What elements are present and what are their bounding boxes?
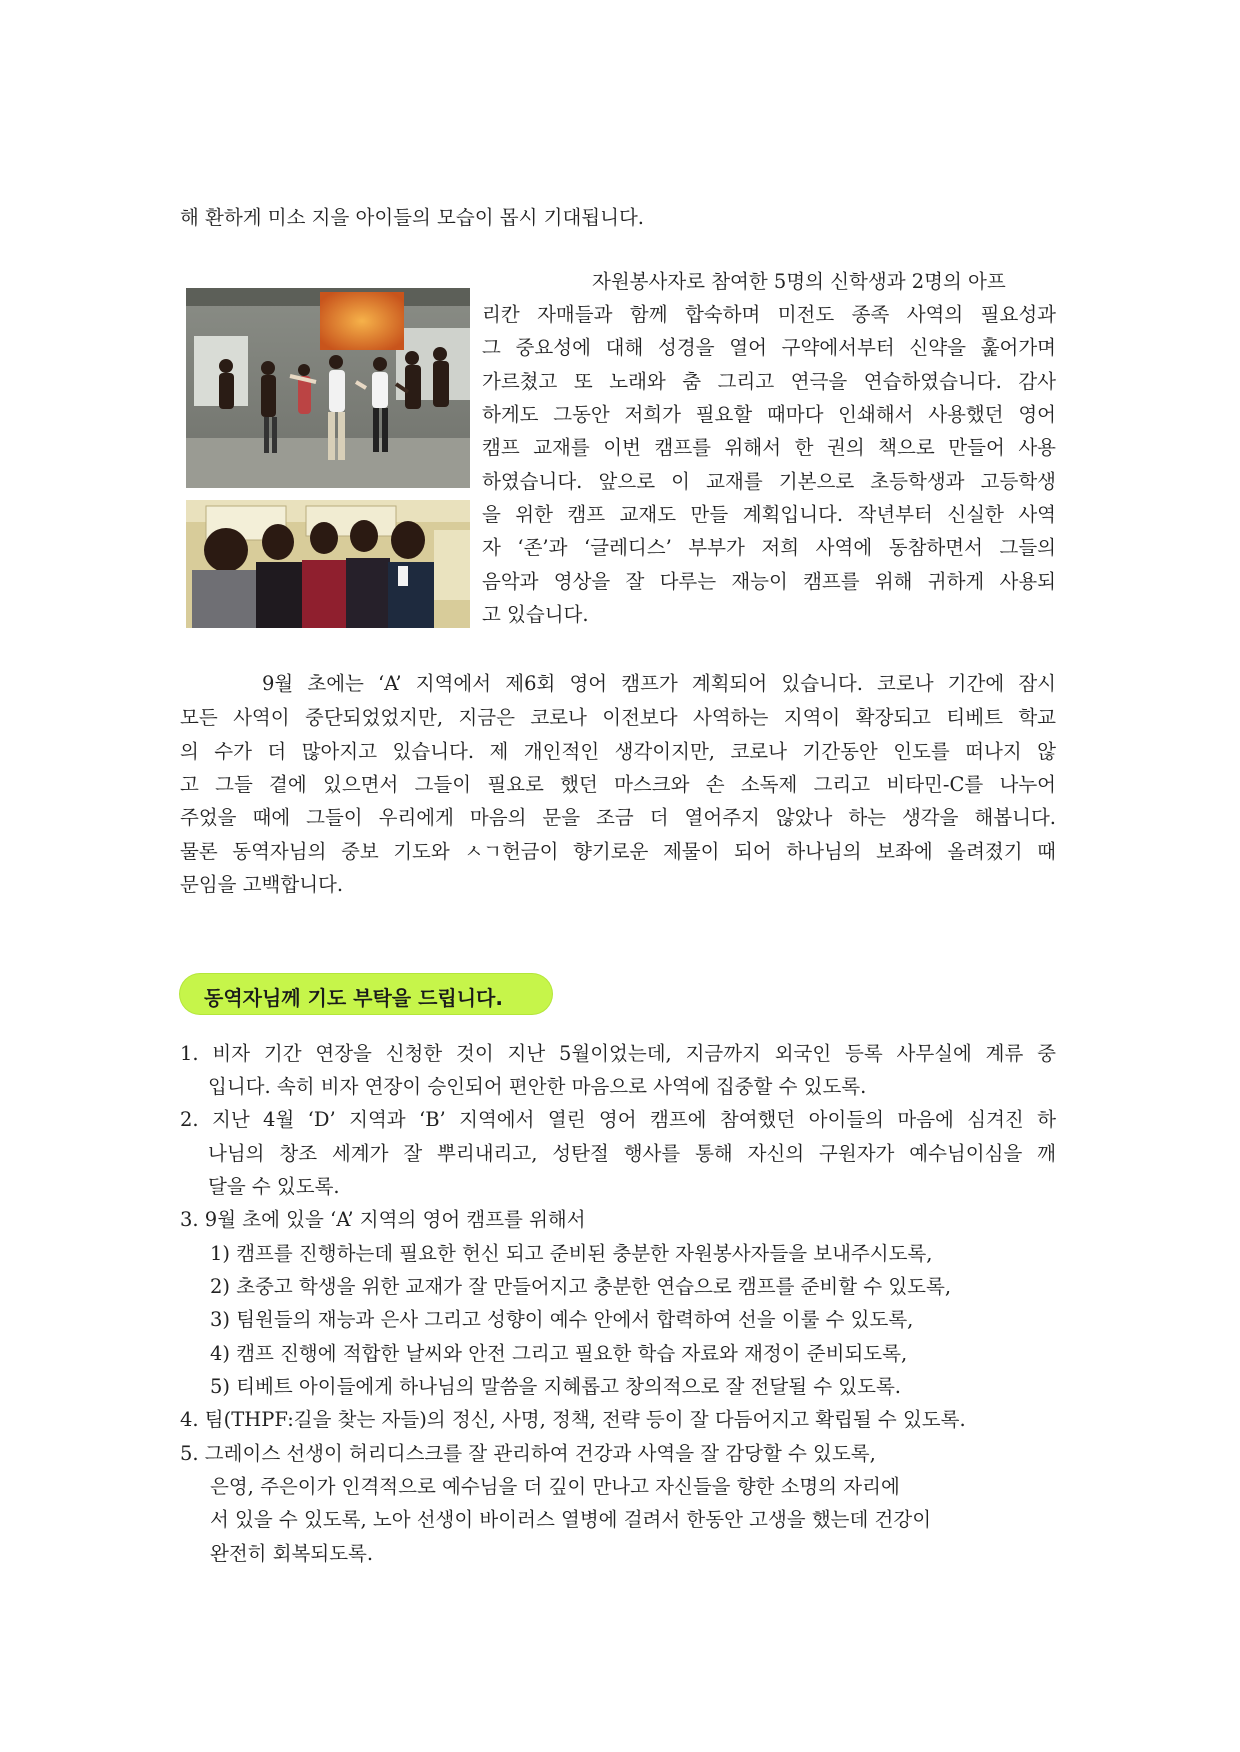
para1-line: 하게도 그동안 저희가 필요할 때마다 인쇄해서 사용했던 영어: [482, 403, 1056, 426]
photo-dance-practice: [186, 288, 470, 488]
prayer-item: 1. 비자 기간 연장을 신청한 것이 지난 5월이었는데, 지금까지 외국인 등록 사무실에 계류 중: [180, 1042, 1056, 1065]
prayer-subitem: 5) 티베트 아이들에게 하나님의 말씀을 지혜롭고 창의적으로 잘 전달될 수 있도록.: [210, 1375, 901, 1398]
prayer-item-cont: 은영, 주은이가 인격적으로 예수님을 더 깊이 만나고 자신들을 향한 소명의 자리에: [210, 1475, 900, 1498]
para1-line: 고 있습니다.: [482, 603, 589, 626]
para2-line: 모든 사역이 중단되었었지만, 지금은 코로나 이전보다 사역하는 지역이 확장되고 티베트 학교: [180, 706, 1056, 729]
prayer-item: 5. 그레이스 선생이 허리디스크를 잘 관리하여 건강과 사역을 잘 감당할 수 있도록,: [180, 1442, 876, 1465]
para1-line: 그 중요성에 대해 성경을 열어 구약에서부터 신약을 훑어가며: [482, 336, 1056, 359]
prayer-subitem: 3) 팀원들의 재능과 은사 그리고 성향이 예수 안에서 합력하여 선을 이룰 수 있도록,: [210, 1308, 914, 1331]
prayer-item-cont: 서 있을 수 있도록, 노아 선생이 바이러스 열병에 걸려서 한동안 고생을 했는데 건강이: [210, 1508, 932, 1531]
prayer-item-cont: 입니다. 속히 비자 연장이 승인되어 편안한 마음으로 사역에 집중할 수 있도록.: [208, 1075, 867, 1098]
prayer-item: 3. 9월 초에 있을 ‘A’ 지역의 영어 캠프를 위해서: [180, 1208, 586, 1231]
prayer-heading-text: 동역자님께 기도 부탁을 드립니다.: [204, 986, 503, 1010]
para1-line: 자 ‘존’과 ‘글레디스’ 부부가 저희 사역에 동참하면서 그들의: [482, 536, 1056, 559]
para1-line: 음악과 영상을 잘 다루는 재능이 캠프를 위해 귀하게 사용되: [482, 570, 1056, 593]
prayer-item-cont: 달을 수 있도록.: [208, 1175, 340, 1198]
prayer-item: 2. 지난 4월 ‘D’ 지역과 ‘B’ 지역에서 열린 영어 캠프에 참여했던 아이들의 마음에 심겨진 하: [180, 1108, 1056, 1131]
prayer-request-heading: [180, 974, 552, 1014]
prayer-subitem: 4) 캠프 진행에 적합한 날씨와 안전 그리고 필요한 학습 자료와 재정이 준비되도록,: [210, 1342, 908, 1365]
prayer-subitem: 2) 초중고 학생을 위한 교재가 잘 만들어지고 충분한 연습으로 캠프를 준비할 수 있도록,: [210, 1275, 952, 1298]
para2-line: 물론 동역자님의 중보 기도와 ㅅㄱ헌금이 향기로운 제물이 되어 하나님의 보좌에 올려졌기 때: [180, 840, 1056, 863]
intro-line: 해 환하게 미소 지을 아이들의 모습이 몹시 기대됩니다.: [180, 206, 645, 229]
para1-line: 캠프 교재를 이번 캠프를 위해서 한 권의 책으로 만들어 사용: [482, 436, 1056, 459]
para1-line: 하였습니다. 앞으로 이 교재를 기본으로 초등학생과 고등학생: [482, 470, 1056, 493]
prayer-item-cont: 완전히 회복되도록.: [210, 1542, 374, 1565]
para1-line: 을 위한 캠프 교재도 만들 계획입니다. 작년부터 신실한 사역: [482, 503, 1056, 526]
prayer-item: 4. 팀(THPF:길을 찾는 자들)의 정신, 사명, 정책, 전략 등이 잘 다듬어지고 확립될 수 있도록.: [180, 1408, 966, 1431]
para2-line: 문임을 고백합니다.: [180, 873, 344, 896]
photo-van-group: [186, 500, 470, 628]
para2-line: 주었을 때에 그들이 우리에게 마음의 문을 조금 더 열어주지 않았나 하는 생각을 해봅니다.: [180, 806, 1056, 829]
para1-line: 가르쳤고 또 노래와 춤 그리고 연극을 연습하였습니다. 감사: [482, 370, 1056, 393]
para2-line: 의 수가 더 많아지고 있습니다. 제 개인적인 생각이지만, 코로나 기간동안 인도를 떠나지 않: [180, 740, 1056, 763]
para1-line: 리칸 자매들과 함께 합숙하며 미전도 종족 사역의 필요성과: [482, 303, 1056, 326]
para2-line: 9월 초에는 ‘A’ 지역에서 제6회 영어 캠프가 계획되어 있습니다. 코로나 기간에 잠시: [262, 672, 1056, 695]
para2-line: 고 그들 곁에 있으면서 그들이 필요로 했던 마스크와 손 소독제 그리고 비타민-C를 나누어: [180, 773, 1056, 796]
prayer-item-cont: 나님의 창조 세계가 잘 뿌리내리고, 성탄절 행사를 통해 자신의 구원자가 예수님이심을 깨: [208, 1142, 1056, 1165]
prayer-subitem: 1) 캠프를 진행하는데 필요한 헌신 되고 준비된 충분한 자원봉사자들을 보내주시도록,: [210, 1242, 933, 1265]
para1-line: 자원봉사자로 참여한 5명의 신학생과 2명의 아프: [592, 270, 1006, 293]
